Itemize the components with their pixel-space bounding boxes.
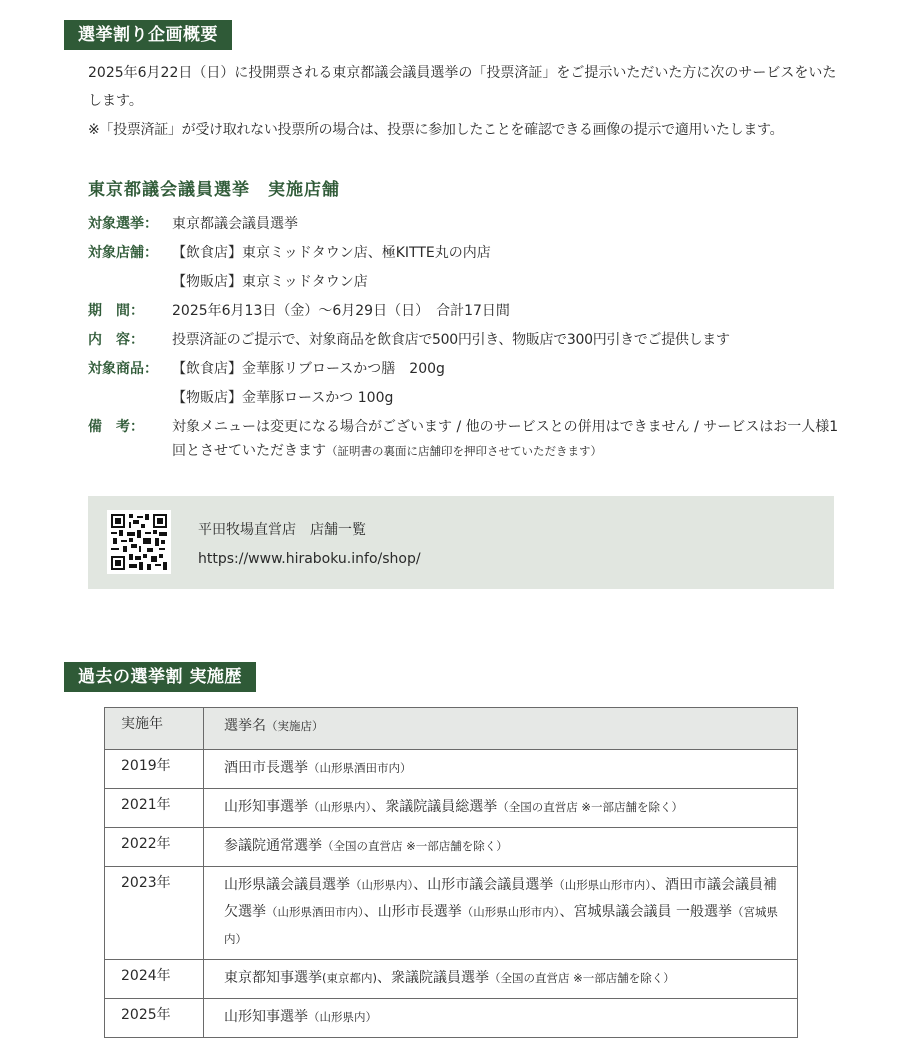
row-election-name bbox=[204, 828, 798, 867]
table-row bbox=[105, 828, 798, 867]
election-title: 東京都知事選挙 bbox=[224, 970, 322, 986]
detail-value: 東京都議会議員選挙 bbox=[172, 216, 298, 232]
election-title: 、酒田市議会議員補欠選挙 bbox=[224, 877, 777, 920]
row-year: 2025年 bbox=[105, 999, 204, 1038]
detail-value: 【飲食店】金華豚リブロースかつ膳 200g bbox=[172, 361, 445, 377]
election-location: （山形県山形市内） bbox=[553, 878, 651, 892]
detail-value: 【物販店】東京ミッドタウン店 bbox=[172, 274, 368, 290]
stores-section-title: 東京都議会議員選挙 実施店舗 bbox=[88, 180, 340, 200]
detail-value: 投票済証のご提示で、対象商品を飲食店で500円引き、物販店で300円引きでご提供します bbox=[172, 332, 730, 348]
detail-row-stores-2 bbox=[88, 268, 848, 297]
row-election-name bbox=[204, 789, 798, 828]
table-row bbox=[105, 867, 798, 960]
election-location: （全国の直営店 ※一部店舗を除く） bbox=[488, 971, 675, 985]
detail-label: 期 間： bbox=[88, 303, 144, 319]
election-title: 、宮城県議会議員 一般選挙 bbox=[559, 904, 732, 920]
row-election-name bbox=[204, 960, 798, 999]
detail-row-election bbox=[88, 210, 848, 239]
detail-label: 備 考： bbox=[88, 419, 144, 435]
election-title: 、山形市議会議員選挙 bbox=[413, 877, 554, 893]
detail-label: 対象商品： bbox=[88, 361, 158, 377]
intro-paragraph: 2025年6月22日（日）に投開票される東京都議会議員選挙の「投票済証」をご提示いただいた方に次のサービスをいたします。 bbox=[88, 65, 837, 109]
election-title: 、衆議院議員総選挙 bbox=[371, 799, 498, 815]
section-title-overview: 選挙割り企画概要 bbox=[64, 20, 232, 50]
detail-label: 対象選挙： bbox=[88, 216, 158, 232]
table-row bbox=[105, 960, 798, 999]
shop-list-label: 平田牧場直営店 店舗一覧 bbox=[198, 522, 366, 538]
election-location: （全国の直営店 ※一部店舗を除く） bbox=[322, 839, 508, 853]
row-election-name bbox=[204, 867, 798, 960]
row-year: 2022年 bbox=[105, 828, 204, 867]
history-table-body bbox=[105, 750, 798, 1038]
election-location: （山形県酒田市内） bbox=[266, 905, 364, 919]
col-year-header: 実施年 bbox=[105, 708, 204, 750]
row-election-name bbox=[204, 750, 798, 789]
shop-list-box[interactable] bbox=[88, 496, 834, 589]
detail-row-stores bbox=[88, 239, 848, 268]
campaign-details bbox=[88, 210, 848, 463]
detail-label: 内 容： bbox=[88, 332, 144, 348]
detail-row-content bbox=[88, 326, 848, 355]
detail-row-period bbox=[88, 297, 848, 326]
shop-list-text bbox=[198, 516, 421, 574]
detail-value: 【飲食店】東京ミッドタウン店、極KITTE丸の内店 bbox=[172, 245, 491, 261]
election-location: （山形県山形市内） bbox=[461, 905, 560, 919]
notes-text: 対象メニューは変更になる場合がございます / 他のサービスとの併用はできません / サービスはお一人様1回とさせていただきます bbox=[172, 419, 839, 459]
history-table bbox=[104, 707, 798, 1038]
election-location: （山形県内） bbox=[308, 800, 372, 814]
election-title: 、衆議院議員選挙 bbox=[376, 970, 489, 986]
election-title: 山形知事選挙 bbox=[224, 799, 308, 815]
detail-value bbox=[172, 413, 848, 463]
election-location: （山形県内） bbox=[308, 1010, 377, 1024]
row-year: 2019年 bbox=[105, 750, 204, 789]
election-location: (東京都内) bbox=[322, 971, 377, 985]
row-year: 2024年 bbox=[105, 960, 204, 999]
detail-row-notes bbox=[88, 413, 848, 463]
col-name-header: 選挙名（実施店） bbox=[204, 708, 798, 750]
election-title: 山形県議会議員選挙 bbox=[224, 877, 350, 893]
qr-code-icon[interactable] bbox=[107, 510, 171, 574]
shop-list-url[interactable]: https://www.hiraboku.info/shop/ bbox=[198, 551, 421, 567]
detail-label: 対象店舗： bbox=[88, 245, 158, 261]
table-header-row bbox=[105, 708, 798, 750]
election-location: （全国の直営店 ※一部店舗を除く） bbox=[497, 800, 684, 814]
row-year: 2021年 bbox=[105, 789, 204, 828]
election-location: （山形県酒田市内） bbox=[308, 761, 412, 775]
election-title: 酒田市長選挙 bbox=[224, 760, 308, 776]
section-title-history: 過去の選挙割 実施歴 bbox=[64, 662, 256, 692]
detail-value: 2025年6月13日（金）〜6月29日（日） 合計17日間 bbox=[172, 303, 510, 319]
table-row bbox=[105, 999, 798, 1038]
election-location: （山形県内） bbox=[350, 878, 414, 892]
row-year: 2023年 bbox=[105, 867, 204, 960]
table-row bbox=[105, 750, 798, 789]
row-election-name bbox=[204, 999, 798, 1038]
detail-row-products-2 bbox=[88, 384, 848, 413]
election-title: 山形知事選挙 bbox=[224, 1009, 308, 1025]
table-row bbox=[105, 789, 798, 828]
election-title: 参議院通常選挙 bbox=[224, 838, 322, 854]
detail-value: 【物販店】金華豚ロースかつ 100g bbox=[172, 390, 394, 406]
detail-row-products bbox=[88, 355, 848, 384]
election-location: （宮城県内） bbox=[224, 905, 778, 946]
notes-small-text: （証明書の裏面に店舗印を押印させていただきます） bbox=[326, 444, 602, 458]
intro-note: ※「投票済証」が受け取れない投票所の場合は、投票に参加したことを確認できる画像の提示で適用いたします。 bbox=[88, 122, 784, 138]
intro-text bbox=[88, 59, 848, 144]
election-title: 、山形市長選挙 bbox=[363, 904, 462, 920]
